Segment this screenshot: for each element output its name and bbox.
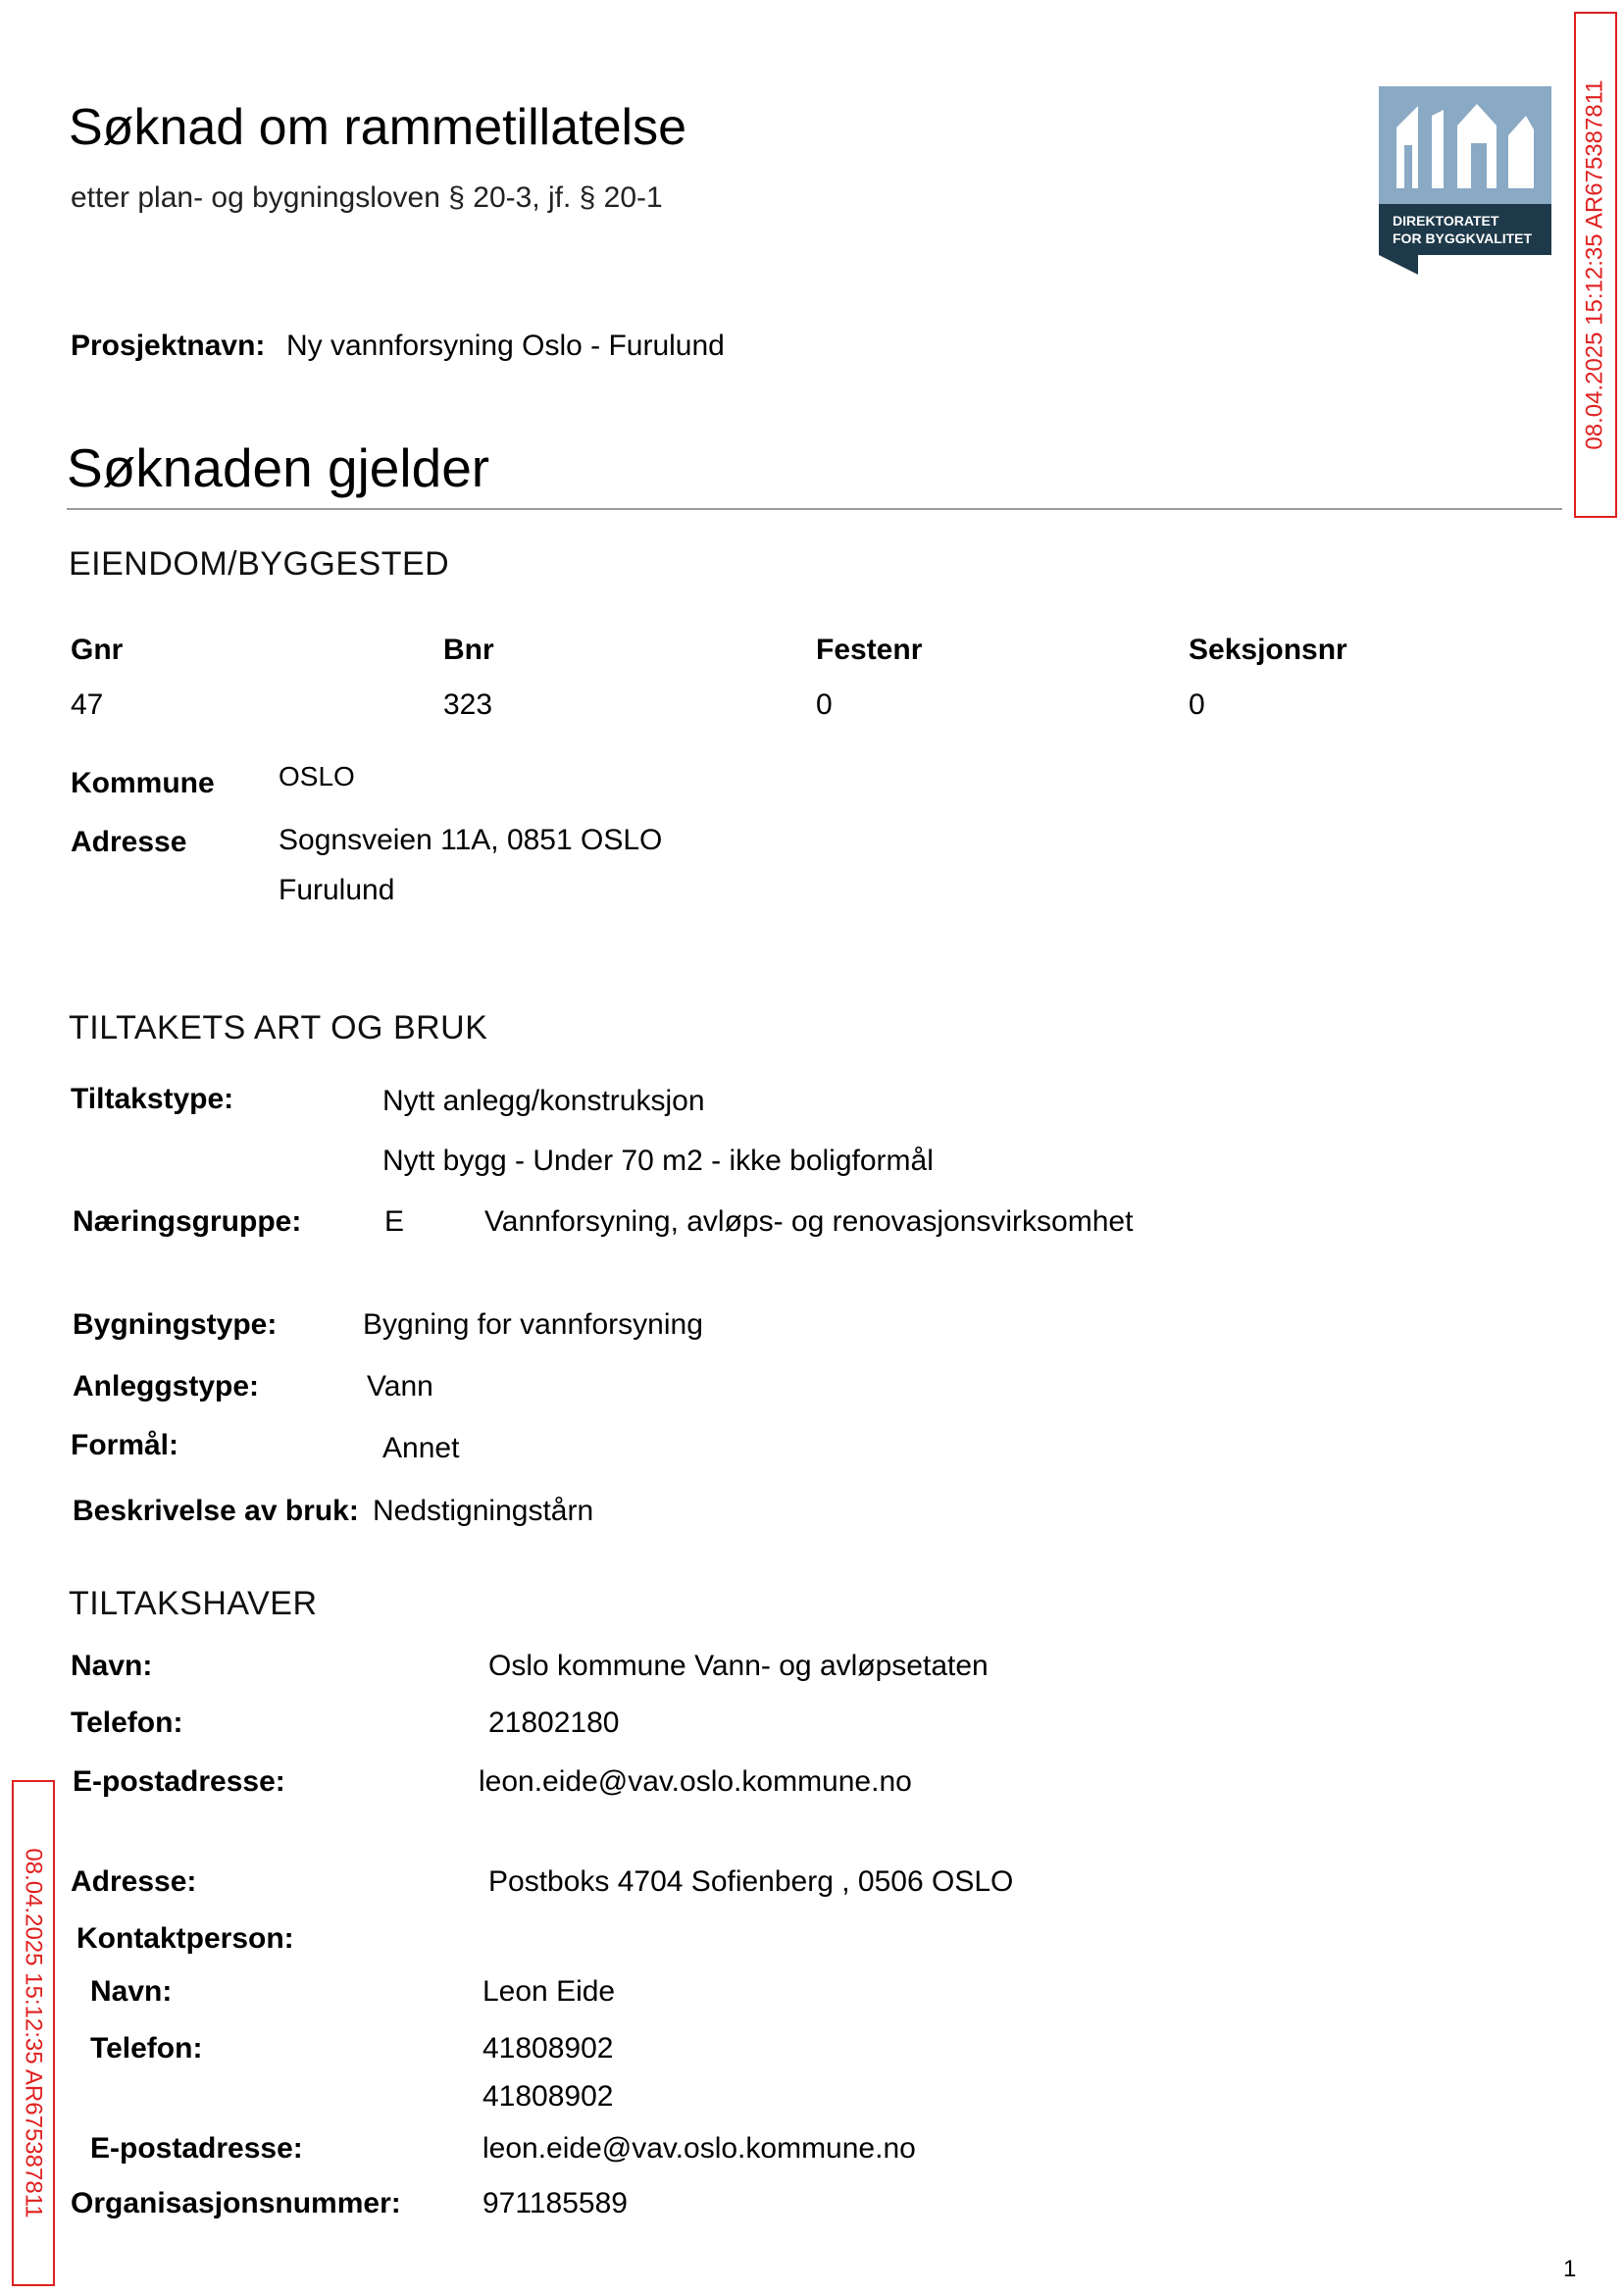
festenr-value: 0: [816, 688, 833, 721]
date-stamp-top: 08.04.2025 15:12:35 AR675387811: [1574, 12, 1617, 518]
project-label: Prosjektnavn:: [71, 330, 266, 362]
tiltakshaver-epost-label: E-postadresse:: [73, 1765, 285, 1798]
tiltak-heading: TILTAKETS ART OG BRUK: [69, 1009, 488, 1046]
formal-value: Annet: [382, 1432, 460, 1464]
tiltakshaver-navn-label: Navn:: [71, 1650, 153, 1682]
tiltakshaver-telefon-value: 21802180: [488, 1707, 620, 1739]
tiltakstype-value-2: Nytt bygg - Under 70 m2 - ikke boligformål: [382, 1145, 934, 1177]
orgnr-value: 971185589: [482, 2187, 628, 2219]
logo-text-line1: DIREKTORATET: [1393, 213, 1499, 229]
naeringsgruppe-value: Vannforsyning, avløps- og renovasjonsvirksomhet: [484, 1205, 1134, 1238]
gnr-label: Gnr: [71, 634, 124, 666]
tiltakstype-value-1: Nytt anlegg/konstruksjon: [382, 1085, 705, 1117]
seksjonsnr-value: 0: [1189, 688, 1205, 721]
kommune-value: OSLO: [279, 761, 355, 791]
date-stamp-bottom: 08.04.2025 15:12:35 AR675387811: [12, 1780, 55, 2286]
document-title: Søknad om rammetillatelse: [69, 99, 686, 156]
dibk-logo: [1379, 86, 1551, 275]
kontaktperson-label: Kontaktperson:: [76, 1922, 294, 1955]
tiltakshaver-navn-value: Oslo kommune Vann- og avløpsetaten: [488, 1650, 989, 1682]
tiltakshaver-adresse-label: Adresse:: [71, 1865, 197, 1898]
naeringsgruppe-label: Næringsgruppe:: [73, 1205, 302, 1238]
seksjonsnr-label: Seksjonsnr: [1189, 634, 1347, 666]
tiltakshaver-epost-value: leon.eide@vav.oslo.kommune.no: [479, 1765, 912, 1798]
festenr-label: Festenr: [816, 634, 923, 666]
kontakt-telefon-value-1: 41808902: [482, 2032, 614, 2065]
kontakt-telefon-value-2: 41808902: [482, 2080, 614, 2113]
kommune-label: Kommune: [71, 767, 215, 799]
anleggstype-label: Anleggstype:: [73, 1370, 260, 1402]
tiltakshaver-heading: TILTAKSHAVER: [69, 1585, 318, 1622]
document-subtitle: etter plan- og bygningsloven § 20-3, jf. § 20-1: [71, 181, 663, 214]
tiltakshaver-adresse-value: Postboks 4704 Sofienberg , 0506 OSLO: [488, 1865, 1014, 1898]
bygningstype-value: Bygning for vannforsyning: [363, 1308, 703, 1341]
gnr-value: 47: [71, 688, 104, 721]
kontakt-epost-value: leon.eide@vav.oslo.kommune.no: [482, 2132, 916, 2165]
page-number: 1: [1563, 2256, 1577, 2282]
bnr-value: 323: [443, 688, 493, 721]
bygningstype-label: Bygningstype:: [73, 1308, 278, 1341]
tiltakshaver-telefon-label: Telefon:: [71, 1707, 183, 1739]
adresse-line1: Sognsveien 11A, 0851 OSLO: [279, 824, 663, 856]
beskrivelse-label: Beskrivelse av bruk:: [73, 1495, 359, 1527]
section-title: Søknaden gjelder: [67, 437, 490, 498]
formal-label: Formål:: [71, 1429, 179, 1461]
bnr-label: Bnr: [443, 634, 494, 666]
adresse-line2: Furulund: [279, 874, 395, 906]
beskrivelse-value: Nedstigningstårn: [373, 1495, 594, 1527]
logo-text-line2: FOR BYGGKVALITET: [1393, 230, 1533, 246]
project-name: Ny vannforsyning Oslo - Furulund: [286, 330, 725, 362]
orgnr-label: Organisasjonsnummer:: [71, 2187, 401, 2219]
kontakt-navn-label: Navn:: [90, 1975, 173, 2008]
naeringsgruppe-code: E: [384, 1205, 405, 1238]
anleggstype-value: Vann: [367, 1370, 433, 1402]
adresse-label: Adresse: [71, 826, 187, 858]
section-divider: [67, 508, 1562, 510]
property-heading: EIENDOM/BYGGESTED: [69, 545, 450, 583]
kontakt-telefon-label: Telefon:: [90, 2032, 203, 2065]
kontakt-epost-label: E-postadresse:: [90, 2132, 303, 2165]
kontakt-navn-value: Leon Eide: [482, 1975, 616, 2008]
tiltakstype-label: Tiltakstype:: [71, 1083, 234, 1115]
